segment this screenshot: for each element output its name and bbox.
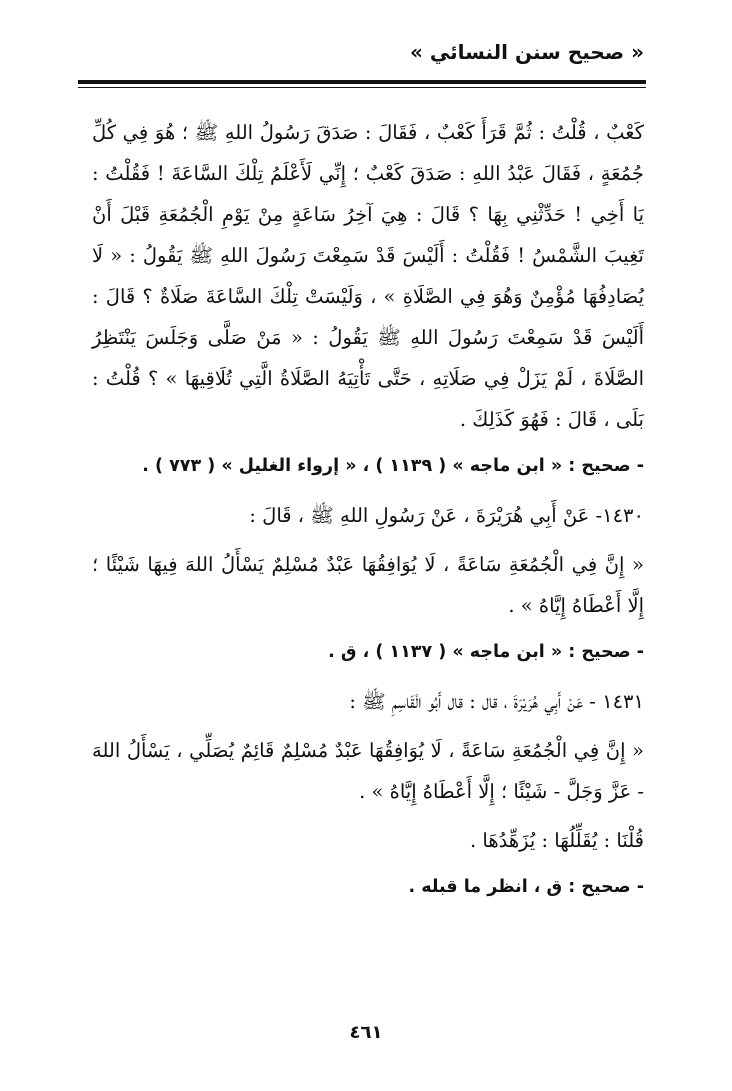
header-rule-thick <box>78 80 646 84</box>
hadith-1430-text: « إِنَّ فِي الْجُمُعَةِ سَاعَةً ، لَا يُوَافِقُهَا عَبْدٌ مُسْلِمٌ يَسْأَلُ اللهَ فِيهَا شَيْئًا ؛ إِلَّا أَعْطَاهُ إِيَّاهُ » . <box>92 553 644 617</box>
hadith-1431-chain: ١٤٣١ - عَنْ أَبِي هُرَيْرَةَ ، قال : قال أَبُو الْقَاسِمِ ﷺ : <box>349 690 644 713</box>
hadith-1430-chain: ١٤٣٠- عَنْ أَبِي هُرَيْرَةَ ، عَنْ رَسُولِ اللهِ ﷺ ، قَالَ : <box>249 504 644 527</box>
running-header-title: « صحيح سنن النسائي » <box>410 40 644 64</box>
grading-line-2: - صحيح : « ابن ماجه » ( ١١٣٧ ) ، ق . <box>328 642 644 662</box>
explanatory-note: قُلْنَا : يُقَلِّلُهَا : يُزَهِّدُهَا . <box>470 829 644 852</box>
hadith-1431-text: « إِنَّ فِي الْجُمُعَةِ سَاعَةً ، لَا يُوَافِقُهَا عَبْدٌ مُسْلِمٌ قَائِمٌ يُصَلِّي ، يَسْأَلُ اللهَ - عَزَّ وَجَلَّ - شَيْئًا ؛ إِلَّا أَعْطَاهُ إِيَّاهُ » . <box>92 739 644 803</box>
grading-line-1: - صحيح : « ابن ماجه » ( ١١٣٩ ) ، « إرواء الغليل » ( ٧٧٣ ) . <box>142 456 644 476</box>
header-rule-thin <box>78 87 646 88</box>
page-number: ٤٦١ <box>349 1022 383 1043</box>
hadith-continuation-paragraph: كَعْبٌ ، قُلْتُ : ثُمَّ قَرَأَ كَعْبٌ ، فَقَالَ : صَدَقَ رَسُولُ اللهِ ﷺ ؛ هُوَ فِي كُلِّ جُمُعَةٍ ، فَقَالَ عَبْدُ اللهِ : صَدَقَ كَعْبٌ ؛ إِنِّي لَأَعْلَمُ تِلْكَ السَّاعَةَ ! فَقُلْتُ : يَا أَخِي ! حَدِّثْنِي بِهَا ؟ قَالَ : هِيَ آخِرُ سَاعَةٍ مِنْ يَوْمِ الْجُمُعَةِ قَبْلَ أَنْ تَغِيبَ الشَّمْسُ ! فَقُلْتُ : أَلَيْسَ قَدْ سَمِعْتَ رَسُولَ اللهِ ﷺ يَقُولُ : « لَا يُصَادِفُهَا مُؤْمِنٌ وَهُوَ فِي الصَّلَاةِ » ، وَلَيْسَتْ تِلْكَ السَّاعَةَ صَلَاةٌ ؟ قَالَ : أَلَيْسَ قَدْ سَمِعْتَ رَسُولَ اللهِ ﷺ يَقُولُ : « مَنْ صَلَّى وَجَلَسَ يَنْتَظِرُ الصَّلَاةَ ، لَمْ يَزَلْ فِي صَلَاتِهِ ، حَتَّى تَأْتِيَهُ الصَّلَاةُ الَّتِي تُلَاقِيهَا » ؟ قُلْتُ : بَلَى ، قَالَ : فَهُوَ كَذَلِكَ . <box>92 121 644 431</box>
page-content <box>92 112 644 916</box>
grading-line-3: - صحيح : ق ، انظر ما قبله . <box>408 877 644 897</box>
